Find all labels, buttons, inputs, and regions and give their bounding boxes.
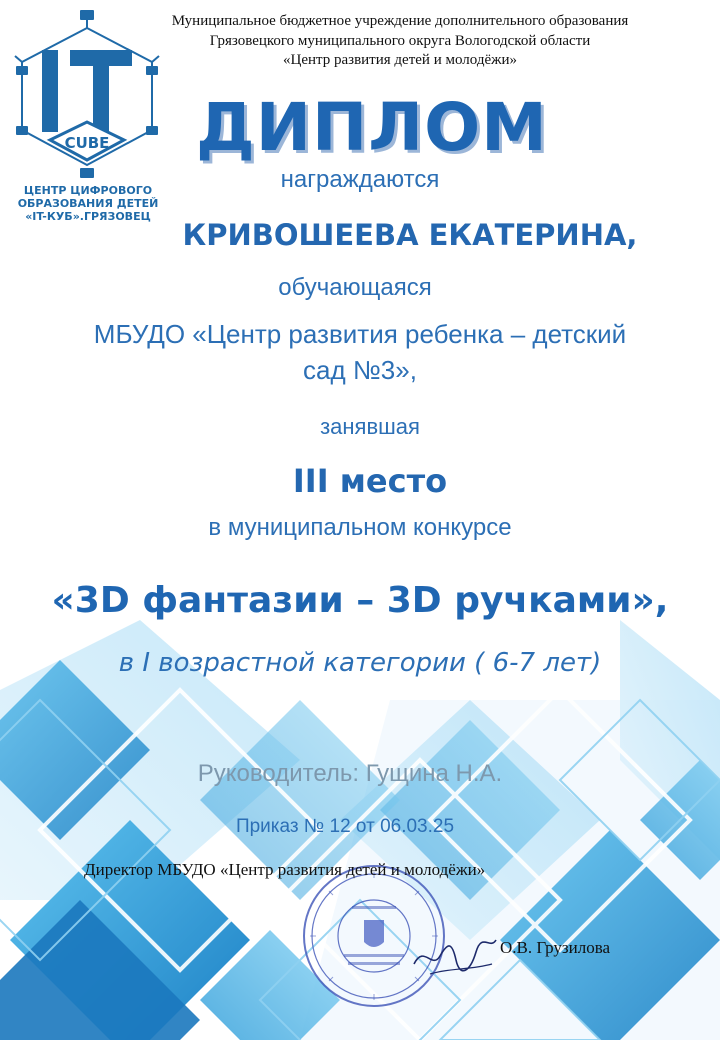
organization-line-2: Грязовецкого муниципального округа Вологодской области	[209, 32, 591, 49]
student-label: обучающаяся	[278, 274, 432, 301]
director-signature	[410, 930, 500, 980]
took-label: занявшая	[320, 414, 420, 439]
organization-header	[100, 12, 700, 71]
school-name-line: МБУДО «Центр развития ребенка – детский	[93, 319, 627, 349]
awarded-label: награждаются	[280, 166, 440, 193]
recipient-name: КРИВОШЕЕВА ЕКАТЕРИНА,	[182, 218, 638, 252]
contest-name: «3D фантазии – 3D ручками»,	[51, 580, 669, 621]
place-label: III место	[292, 462, 448, 500]
logo-caption-line: «IT-КУБ».ГРЯЗОВЕЦ	[25, 210, 151, 223]
contest-label: в муниципальном конкурсе	[208, 514, 512, 541]
svg-text:CUBE: CUBE	[64, 134, 110, 152]
diploma-title: ДИПЛОМ	[196, 89, 548, 166]
school-name-line: сад №3»,	[303, 355, 417, 385]
school-name	[20, 316, 700, 388]
logo-caption-line: ОБРАЗОВАНИЯ ДЕТЕЙ	[17, 197, 159, 210]
director-name: О.В. Грузилова	[500, 938, 611, 957]
organization-line-3: «Центр развития детей и молодёжи»	[282, 52, 518, 68]
logo-caption-line: ЦЕНТР ЦИФРОВОГО	[23, 184, 153, 197]
order-line: Приказ № 12 от 06.03.25	[235, 816, 455, 837]
age-category: в I возрастной категории ( 6-7 лет)	[118, 648, 602, 678]
director-title: Директор МБУДО «Центр развития детей и молодёжи»	[84, 860, 486, 879]
logo-caption	[8, 184, 168, 223]
leader-line: Руководитель: Гущина Н.А.	[197, 760, 503, 787]
organization-line-1: Муниципальное бюджетное учреждение дополнительного образования	[171, 13, 629, 29]
